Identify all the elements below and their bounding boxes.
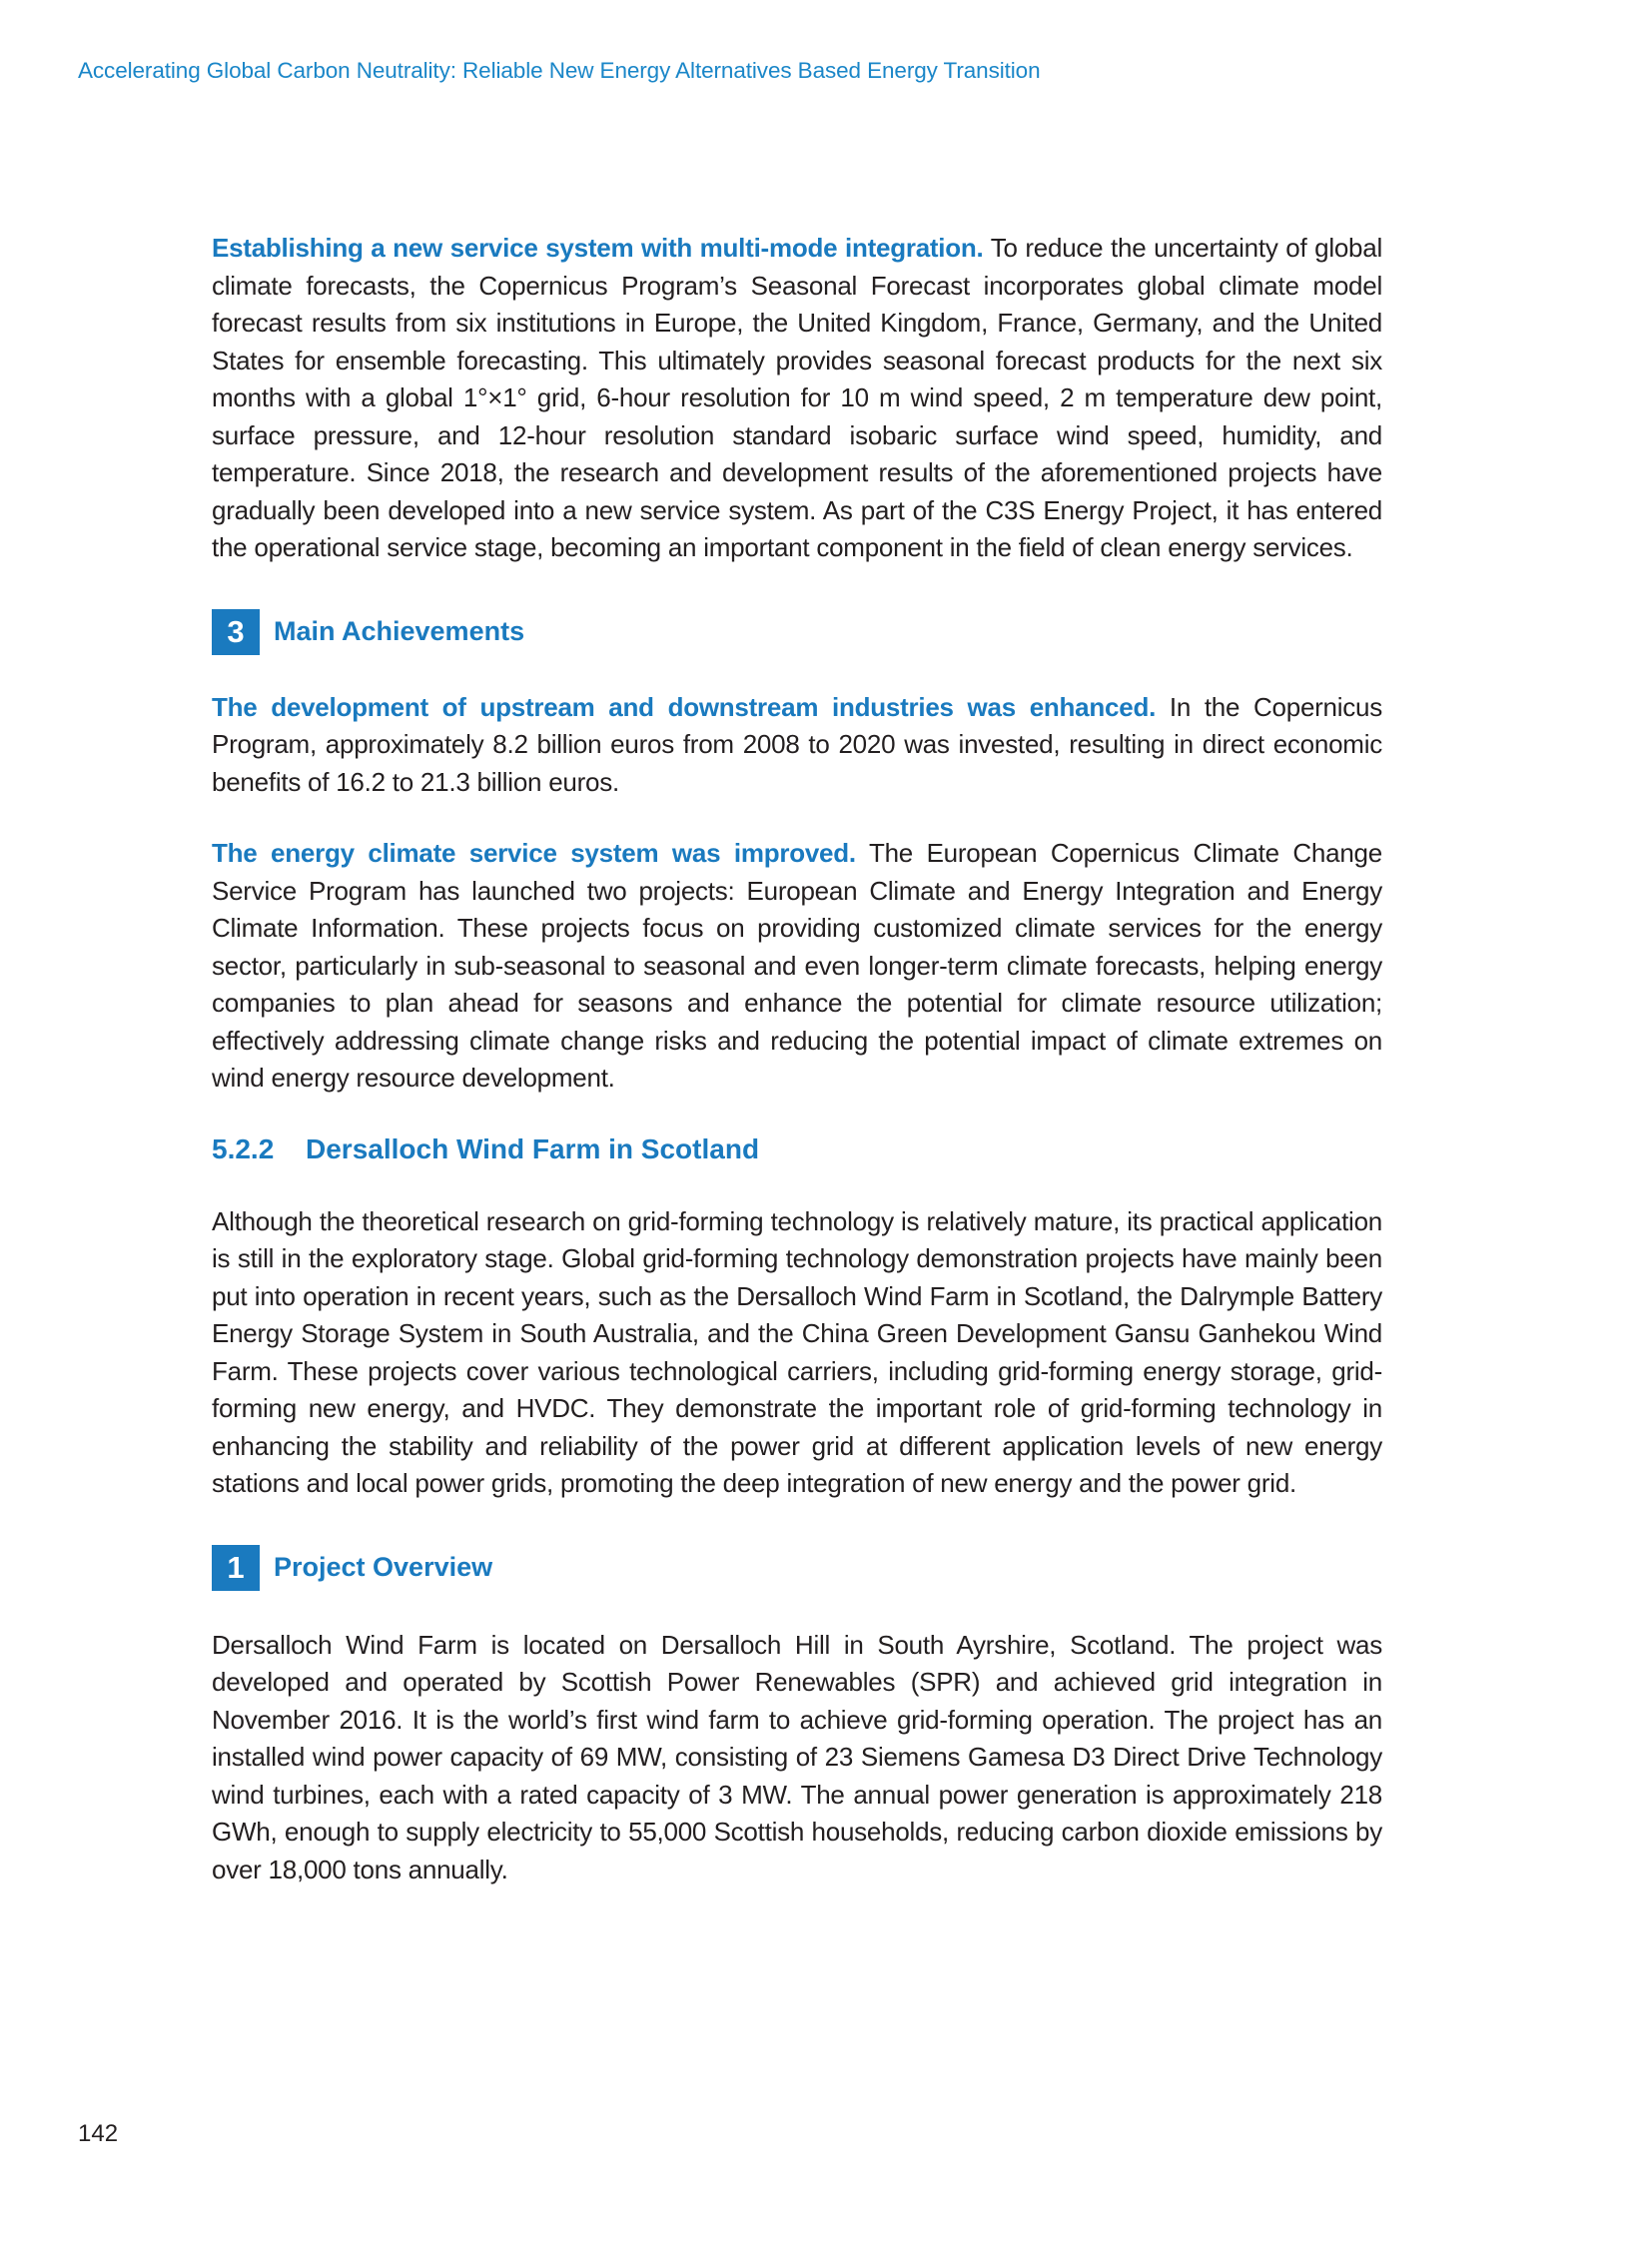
paragraph-lead: The energy climate service system was improved. xyxy=(212,838,856,868)
paragraph-lead: Establishing a new service system with multi-mode integration. xyxy=(212,233,984,263)
subsection-heading xyxy=(212,1133,1382,1165)
running-header: Accelerating Global Carbon Neutrality: Reliable New Energy Alternatives Based Energy Transition xyxy=(78,58,1041,83)
paragraph-body: The European Copernicus Climate Change Service Program has launched two projects: European Climate and Energy Integration and Energy Climate Information. These projects focus on providing customized climate services for the energy sector, particularly in sub-seasonal to seasonal and even longer-term climate forecasts, helping energy companies to plan ahead for seasons and enhance the potential for climate resource utilization; effectively addressing climate change risks and reducing the potential impact of climate extremes on wind energy resource development. xyxy=(212,838,1382,1093)
paragraph-lead: The development of upstream and downstream industries was enhanced. xyxy=(212,691,1157,722)
section-title: Main Achievements xyxy=(274,616,525,646)
page-number: 142 xyxy=(78,2120,119,2147)
paragraph-project-overview: Dersalloch Wind Farm is located on Dersalloch Hill in South Ayrshire, Scotland. The project was developed and operated by Scottish Power Renewables (SPR) and achieved grid integration in November 2016. It is the world’s first wind farm to achieve grid-forming operation. The project has an installed wind power capacity of 69 MW, consisting of 23 Siemens Gamesa D3 Direct Drive Technology wind turbines, each with a rated capacity of 3 MW. The annual power generation is approximately 218 GWh, enough to supply electricity to 55,000 Scottish households, reducing carbon dioxide emissions by over 18,000 tons annually. xyxy=(212,1629,1382,1884)
section-heading-main-achievements xyxy=(212,609,1382,655)
subsection-number: 5.2.2 xyxy=(212,1132,275,1164)
section-heading-project-overview xyxy=(212,1545,1382,1591)
paragraph-body: To reduce the uncertainty of global climate forecasts, the Copernicus Program’s Seasonal Forecast incorporates global climate model forecast results from six institutions in Europe, the United Kingdom, France, Germany, and the United States for ensemble forecasting. This ultimately provides seasonal forecast products for the next six months with a global 1°×1° grid, 6-hour resolution for 10 m wind speed, 2 m temperature dew point, surface pressure, and 12-hour resolution standard isobaric surface wind speed, humidity, and temperature. Since 2018, the research and development results of the aforementioned projects have gradually been developed into a new service system. As part of the C3S Energy Project, it has entered the operational service stage, becoming an important component in the field of clean energy services. xyxy=(212,233,1383,562)
paragraph-industries xyxy=(212,689,1382,802)
section-number-badge: 3 xyxy=(212,609,260,655)
paragraph-body: In the Copernicus Program, approximately 8.2 billion euros from 2008 to 2020 was invested, resulting in direct economic benefits of 16.2 to 21.3 billion euros. xyxy=(212,691,1383,797)
subsection-title: Dersalloch Wind Farm in Scotland xyxy=(306,1132,760,1164)
paragraph-grid-forming: Although the theoretical research on grid-forming technology is relatively mature, its practical application is still in the exploratory stage. Global grid-forming technology demonstration projects have mainly been put into operation in recent years, such as the Dersalloch Wind Farm in Scotland, the Dalrymple Battery Energy Storage System in South Australia, and the China Green Development Gansu Ganhekou Wind Farm. These projects cover various technological carriers, including grid-forming energy storage, grid-forming new energy, and HVDC. They demonstrate the important role of grid-forming technology in enhancing the stability and reliability of the power grid at different application levels of new energy stations and local power grids, promoting the deep integration of new energy and the power grid. xyxy=(212,1205,1382,1498)
paragraph-multi-mode xyxy=(212,230,1382,567)
section-title: Project Overview xyxy=(274,1552,493,1582)
main-content xyxy=(212,230,1382,1888)
paragraph-energy-climate xyxy=(212,835,1382,1098)
section-number-badge: 1 xyxy=(212,1545,260,1591)
